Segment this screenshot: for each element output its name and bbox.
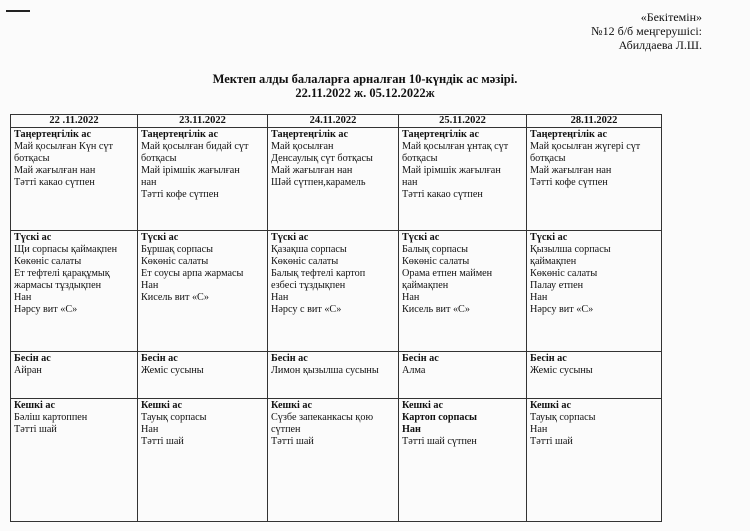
lunch-row	[11, 231, 662, 352]
dish-item: Көкөніс салаты	[402, 256, 470, 268]
dish-item: Айран	[14, 364, 42, 376]
dinner-cell	[11, 399, 138, 522]
meal-title: Бесін ас	[402, 352, 439, 364]
meal-title: Бесін ас	[14, 352, 51, 364]
date-header-row	[11, 115, 662, 128]
meal-title: Таңертеңгілік ас	[530, 129, 607, 140]
meal-title: Кешкі ас	[530, 400, 571, 412]
dish-item: Нәрсу вит «С»	[14, 304, 78, 316]
meal-title: Кешкі ас	[14, 400, 55, 412]
dish-item: Тәтті какао сүтпен	[402, 189, 483, 200]
dinner-cell	[268, 399, 399, 522]
dish-item: қаймақпен	[530, 256, 577, 268]
dish-item: Орама етпен маймен	[402, 268, 493, 280]
meal-title: Түскі ас	[141, 232, 179, 244]
dish-item: Май қосылған	[271, 141, 334, 152]
dish-item: Нан	[141, 280, 159, 292]
document-title: Мектеп алды балаларға арналған 10-күндік ас мәзірі.	[212, 72, 518, 86]
dish-item: Бәліш картоппен	[14, 412, 88, 424]
snack-cell	[138, 351, 268, 399]
breakfast-cell	[399, 128, 527, 231]
lunch-cell	[268, 231, 399, 352]
meal-title: Бесін ас	[141, 352, 178, 364]
date-header: 22 .11.2022	[11, 115, 138, 128]
dish-item: Қазақша сорпасы	[271, 244, 347, 256]
dish-item: Көкөніс салаты	[271, 256, 339, 268]
dish-item: Ет тефтелі қарақұмық	[14, 268, 110, 280]
dish-item: Сүзбе запеканкасы қою	[271, 412, 374, 424]
meal-title: Түскі ас	[530, 232, 568, 244]
dish-item: Май ірімшік жағылған	[402, 165, 501, 176]
dish-item: Нан	[530, 292, 548, 304]
dish-item: Жеміс сусыны	[530, 364, 593, 376]
meal-title: Кешкі ас	[141, 400, 182, 412]
dish-item: жармасы тұздықпен	[14, 280, 102, 292]
document-period: 22.11.2022 ж. 05.12.2022ж	[295, 86, 435, 100]
dish-item: нан	[402, 177, 418, 188]
dish-item: ботқасы	[530, 153, 566, 164]
approval-heading: «Бекітемін»	[640, 10, 702, 24]
date-header: 24.11.2022	[268, 115, 399, 128]
dish-item: сүтпен	[271, 424, 301, 436]
dish-item: Май қосылған жүгері сүт	[530, 141, 641, 152]
breakfast-cell	[138, 128, 268, 231]
dish-item: Көкөніс салаты	[14, 256, 82, 268]
breakfast-cell	[527, 128, 662, 231]
lunch-cell	[11, 231, 138, 352]
dish-item: Палау етпен	[530, 280, 584, 292]
dish-item: Қызылша сорпасы	[530, 244, 611, 256]
meal-title: Кешкі ас	[271, 400, 312, 412]
lunch-cell	[527, 231, 662, 352]
dish-item: Тәтті шай	[14, 424, 57, 436]
breakfast-row	[11, 128, 662, 231]
dinner-cell	[399, 399, 527, 522]
dinner-row	[11, 399, 662, 522]
dish-item: Тәтті какао сүтпен	[14, 177, 95, 188]
dish-item: Май жағылған нан	[14, 165, 96, 176]
date-header: 23.11.2022	[138, 115, 268, 128]
dish-item: Май қосылған Күн сүт	[14, 141, 113, 152]
dish-item: Тауық сорпасы	[530, 412, 596, 424]
dish-item: Тәтті шай сүтпен	[402, 436, 477, 448]
breakfast-cell	[268, 128, 399, 231]
snack-cell	[11, 351, 138, 399]
dish-item: ботқасы	[14, 153, 50, 164]
dish-item: Шәй сүтпен,карамель	[271, 177, 366, 188]
meal-title: Таңертеңгілік ас	[271, 129, 348, 140]
dish-item: езбесі тұздықпен	[271, 280, 346, 292]
approval-block	[502, 10, 702, 52]
approval-signatory: Абилдаева Л.Ш.	[618, 38, 702, 52]
dish-item: Май ірімшік жағылған	[141, 165, 240, 176]
dish-item: Нан	[402, 292, 420, 304]
dish-item: Нәрсу вит «С»	[530, 304, 594, 316]
dish-item: Нәрсу с вит «С»	[271, 304, 342, 316]
meal-title: Таңертеңгілік ас	[141, 129, 218, 140]
dish-item: Алма	[402, 364, 426, 376]
meal-title: Түскі ас	[271, 232, 309, 244]
dinner-cell	[138, 399, 268, 522]
dish-item: қаймақпен	[402, 280, 449, 292]
dish-item: Май жағылған нан	[530, 165, 612, 176]
dish-item: ботқасы	[402, 153, 438, 164]
dish-item: Май жағылған нан	[271, 165, 353, 176]
snack-cell	[268, 351, 399, 399]
meal-title: Бесін ас	[530, 352, 567, 364]
dish-item: Кисель вит «С»	[402, 304, 470, 316]
dish-item: Щи сорпасы қаймақпен	[14, 244, 118, 256]
snack-cell	[399, 351, 527, 399]
dish-item: Тәтті шай	[530, 436, 573, 448]
snack-row	[11, 351, 662, 399]
dish-item: Лимон қызылша сусыны	[271, 364, 379, 376]
lunch-cell	[399, 231, 527, 352]
dish-item: ботқасы	[141, 153, 177, 164]
date-header: 25.11.2022	[399, 115, 527, 128]
meal-title: Таңертеңгілік ас	[14, 129, 91, 140]
date-header: 28.11.2022	[527, 115, 662, 128]
dish-item: нан	[141, 177, 157, 188]
scan-mark	[6, 10, 30, 12]
dinner-cell	[527, 399, 662, 522]
dish-item: Нан	[530, 424, 548, 436]
dish-item: Май қосылған бидай сүт	[141, 141, 249, 152]
approval-position: №12 б/б меңгерушісі:	[591, 24, 702, 38]
dish-item: Тәтті шай	[141, 436, 184, 448]
dish-item: Жеміс сусыны	[141, 364, 204, 376]
dish-item: Тәтті шай	[271, 436, 314, 448]
dish-item: Май қосылған ұнтақ сүт	[402, 141, 509, 152]
lunch-cell	[138, 231, 268, 352]
dish-item: Балық сорпасы	[402, 244, 468, 256]
snack-cell	[527, 351, 662, 399]
dish-item: Тәтті кофе сүтпен	[530, 177, 608, 188]
dish-item: Көкөніс салаты	[141, 256, 209, 268]
dish-item: Көкөніс салаты	[530, 268, 598, 280]
meal-title: Түскі ас	[402, 232, 440, 244]
dish-item: Нан	[14, 292, 32, 304]
dish-item: Кисель вит «С»	[141, 292, 209, 304]
dish-item: Нан	[402, 424, 421, 436]
dish-item: Картоп сорпасы	[402, 412, 477, 424]
dish-item: Бұршақ сорпасы	[141, 244, 213, 256]
meal-title: Кешкі ас	[402, 400, 443, 412]
dish-item: Нан	[141, 424, 159, 436]
dish-item: Нан	[271, 292, 289, 304]
meal-title: Түскі ас	[14, 232, 52, 244]
meal-title: Бесін ас	[271, 352, 308, 364]
dish-item: Ет соусы арпа жармасы	[141, 268, 244, 280]
dish-item: Тәтті кофе сүтпен	[141, 189, 219, 200]
dish-item: Денсаулық сүт ботқасы	[271, 153, 373, 164]
breakfast-cell	[11, 128, 138, 231]
menu-table	[10, 114, 662, 522]
dish-item: Тауық сорпасы	[141, 412, 207, 424]
dish-item: Балық тефтелі картоп	[271, 268, 366, 280]
meal-title: Таңертеңгілік ас	[402, 129, 479, 140]
